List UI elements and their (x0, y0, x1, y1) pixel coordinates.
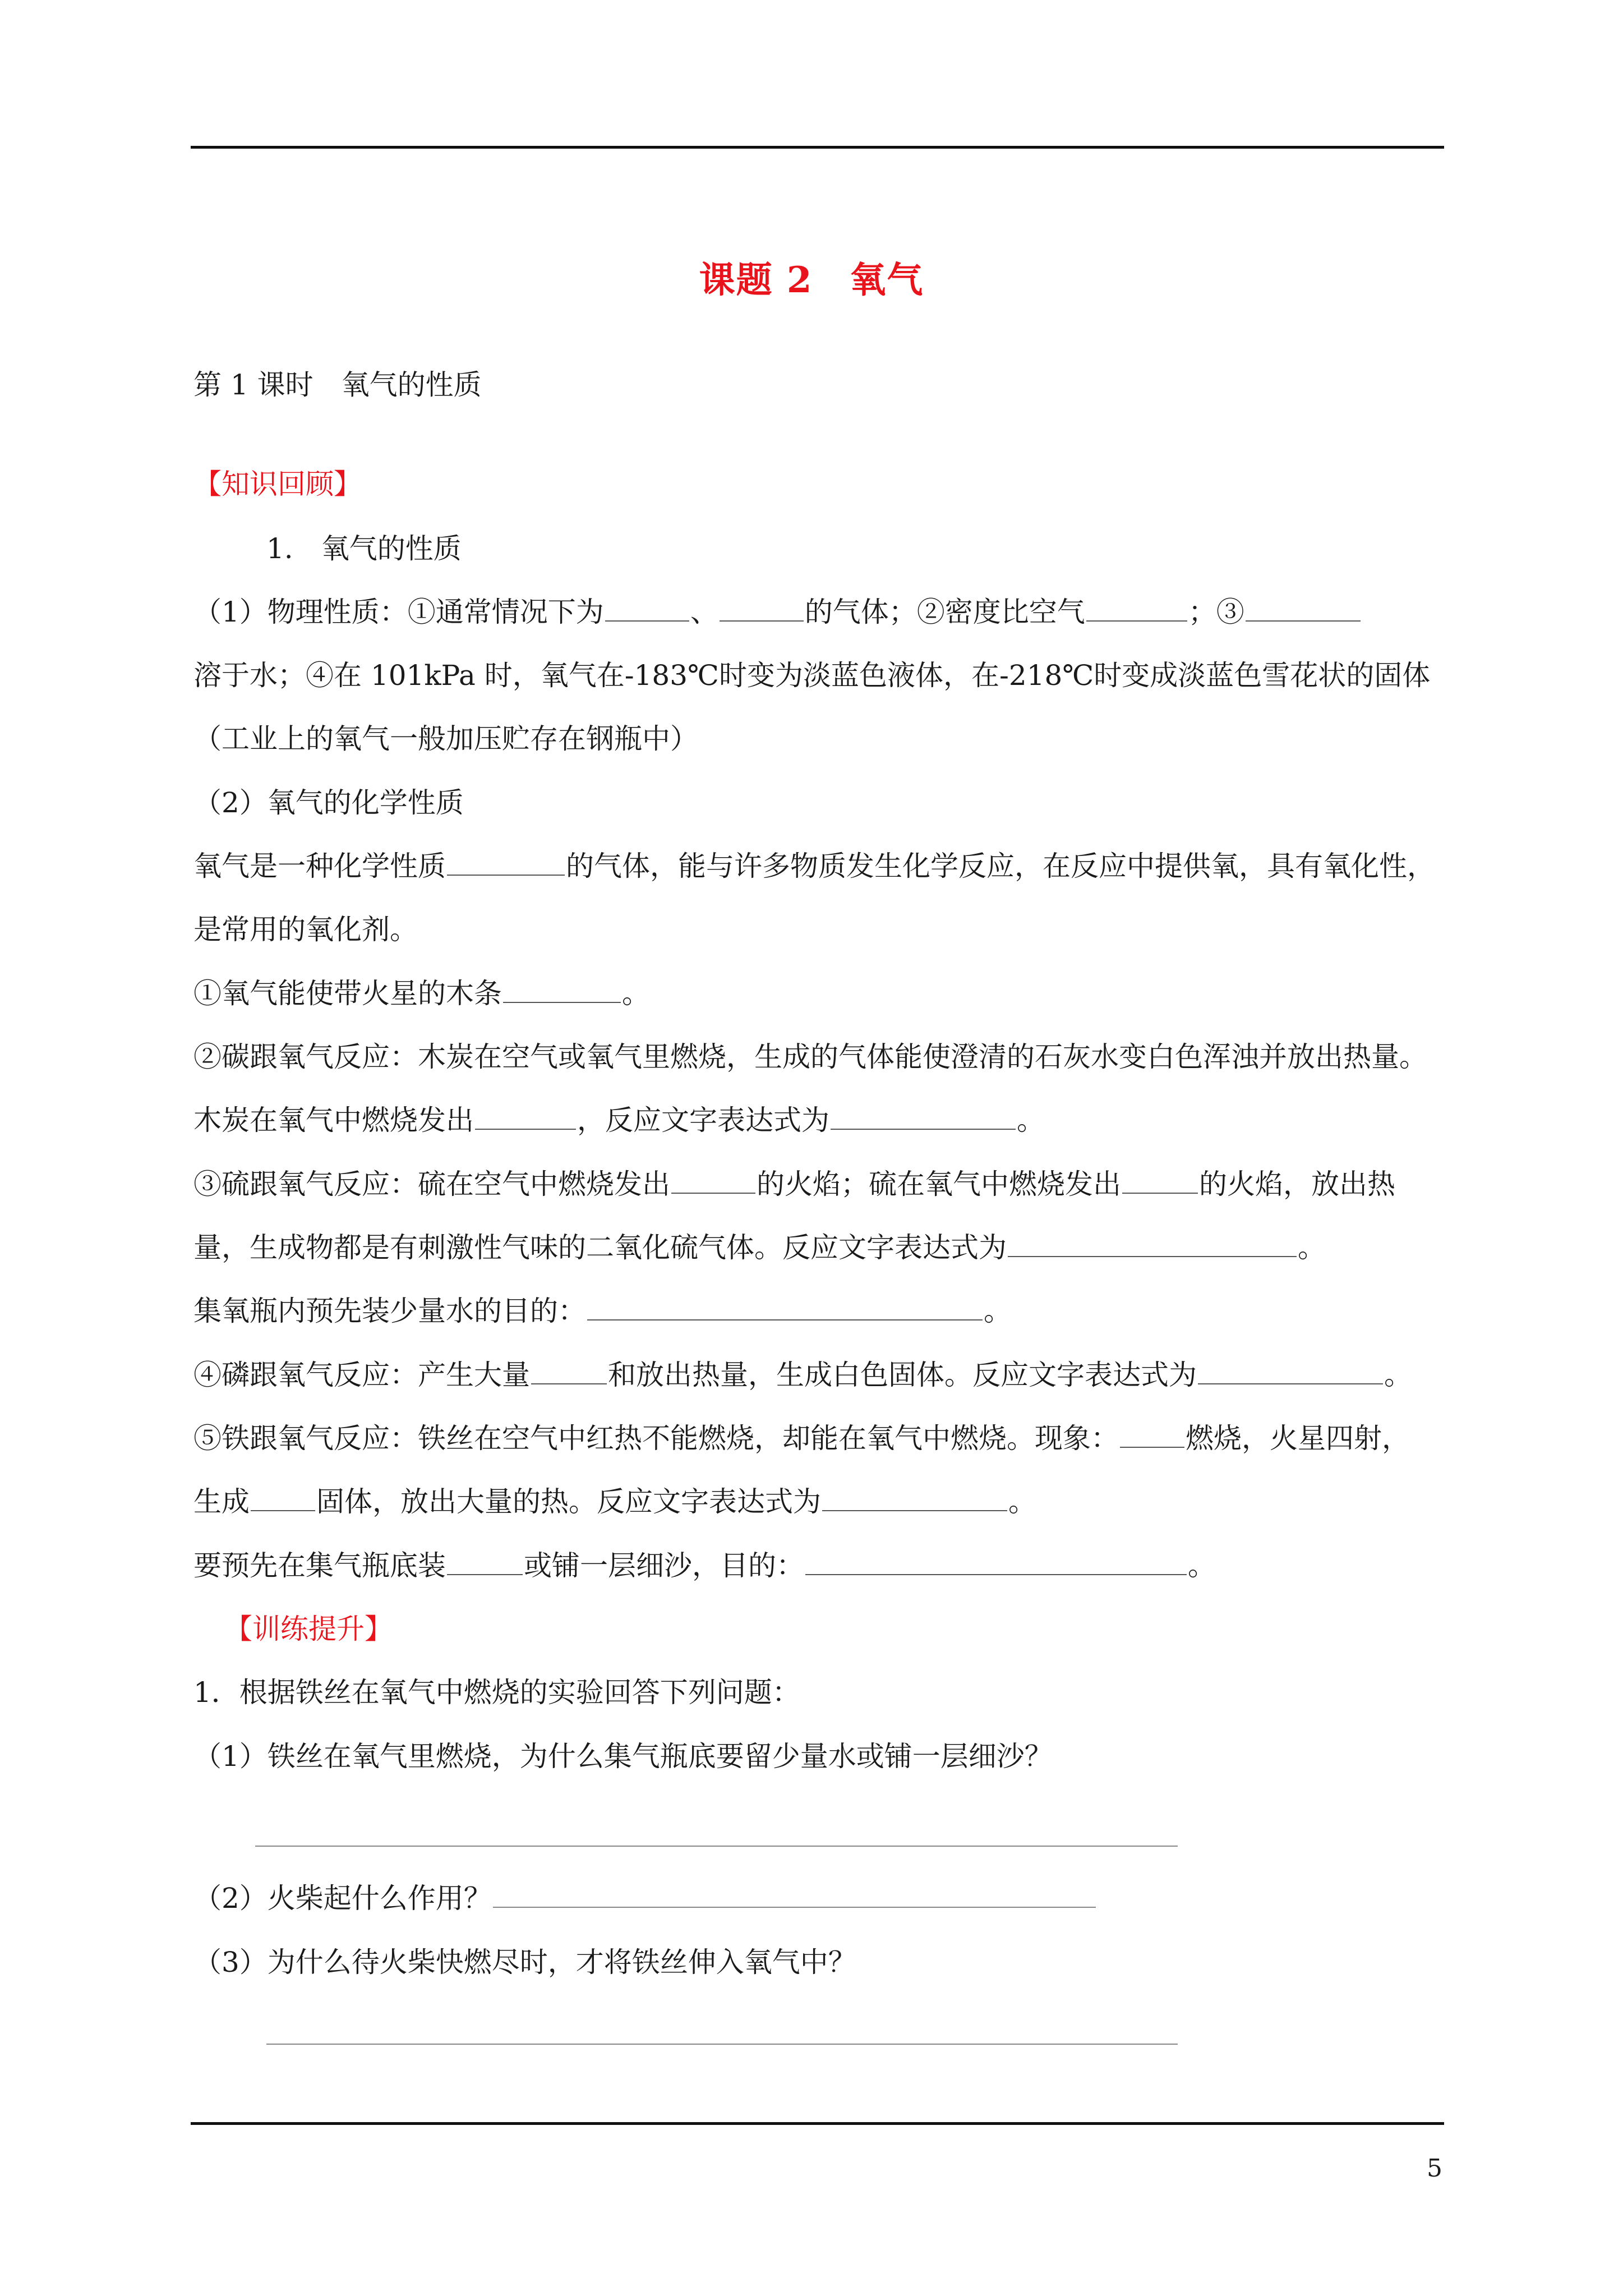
physical-properties-note: （工业上的氧气一般加压贮存在钢瓶中） (193, 723, 698, 755)
blank[interactable] (475, 1128, 576, 1130)
physical-properties-line-2: 溶于水；④在 101kPa 时，氧气在-183℃时变为淡蓝色液体，在-218℃时变成淡蓝色雪花状的固体 (193, 659, 1431, 692)
answer-line-3[interactable] (266, 2044, 1178, 2045)
footer-rule (191, 2122, 1444, 2125)
header-rule (191, 146, 1444, 149)
blank[interactable] (251, 1510, 315, 1511)
reaction-5-line-3: 要预先在集气瓶底装 或铺一层细沙，目的： 。 (193, 1549, 1216, 1582)
reaction-5-line: ⑤铁跟氧气反应：铁丝在空气中红热不能燃烧，却能在氧气中燃烧。现象： 燃烧，火星四射， (193, 1422, 1410, 1455)
blank[interactable] (1008, 1255, 1297, 1257)
blank[interactable] (1086, 620, 1187, 622)
page-title: 课题 2 氧气 (699, 259, 924, 301)
section-review-heading: 【知识回顾】 (193, 468, 362, 500)
blank[interactable] (1122, 1192, 1198, 1194)
chemical-properties-heading: （2）氧气的化学性质 (193, 786, 464, 819)
blank[interactable] (605, 620, 689, 622)
chemical-properties-line: 氧气是一种化学性质 的气体，能与许多物质发生化学反应，在反应中提供氧，具有氧化性， (193, 850, 1435, 882)
reaction-1: ①氧气能使带火星的木条 。 (193, 977, 650, 1010)
physical-properties-line: （1）物理性质：①通常情况下为 、 的气体；②密度比空气 ；③ (193, 595, 1362, 629)
question-1-part-2: （2）火柴起什么作用？ (193, 1881, 1097, 1916)
question-1-stem: 1．根据铁丝在氧气中燃烧的实验回答下列问题： (193, 1676, 800, 1709)
reaction-5-line-2: 生成 固体，放出大量的热。反应文字表达式为 。 (193, 1485, 1036, 1518)
chemical-properties-line-2: 是常用的氧化剂。 (193, 913, 418, 946)
blank[interactable] (1246, 620, 1361, 622)
blank[interactable] (805, 1573, 1187, 1575)
blank[interactable] (1120, 1446, 1184, 1448)
blank[interactable] (447, 874, 565, 876)
blank[interactable] (831, 1128, 1016, 1130)
answer-line-1[interactable] (255, 1846, 1178, 1847)
reaction-4: ④磷跟氧气反应：产生大量 和放出热量，生成白色固体。反应文字表达式为 。 (193, 1359, 1412, 1391)
reaction-3-line-3: 集氧瓶内预先装少量水的目的： 。 (193, 1295, 1012, 1327)
item-1: 1. 氧气的性质 (266, 532, 462, 565)
reaction-2-line-2: 木炭在氧气中燃烧发出 ，反应文字表达式为 。 (193, 1104, 1045, 1137)
blank[interactable] (720, 620, 804, 622)
blank[interactable] (587, 1319, 983, 1320)
lesson-heading: 第 1 课时 氧气的性质 (193, 369, 482, 401)
reaction-3-line: ③硫跟氧气反应：硫在空气中燃烧发出 的火焰；硫在氧气中燃烧发出 的火焰，放出热 (193, 1168, 1395, 1200)
question-1-part-1: （1）铁丝在氧气里燃烧，为什么集气瓶底要留少量水或铺一层细沙？ (193, 1740, 1053, 1773)
page-number: 5 (1427, 2154, 1442, 2183)
reaction-2-line: ②碳跟氧气反应：木炭在空气或氧气里燃烧，生成的气体能使澄清的石灰水变白色浑浊并放出热量。 (193, 1041, 1427, 1073)
blank[interactable] (822, 1510, 1007, 1511)
section-train-heading: 【训练提升】 (224, 1613, 393, 1645)
question-1-part-3: （3）为什么待火柴快燃尽时，才将铁丝伸入氧气中？ (193, 1946, 856, 1978)
blank[interactable] (671, 1192, 755, 1194)
blank[interactable] (531, 1383, 607, 1384)
answer-line-2[interactable] (493, 1906, 1096, 1908)
blank[interactable] (503, 1001, 621, 1003)
blank[interactable] (1198, 1383, 1383, 1384)
blank[interactable] (447, 1573, 523, 1575)
reaction-3-line-2: 量，生成物都是有刺激性气味的二氧化硫气体。反应文字表达式为 。 (193, 1231, 1326, 1264)
